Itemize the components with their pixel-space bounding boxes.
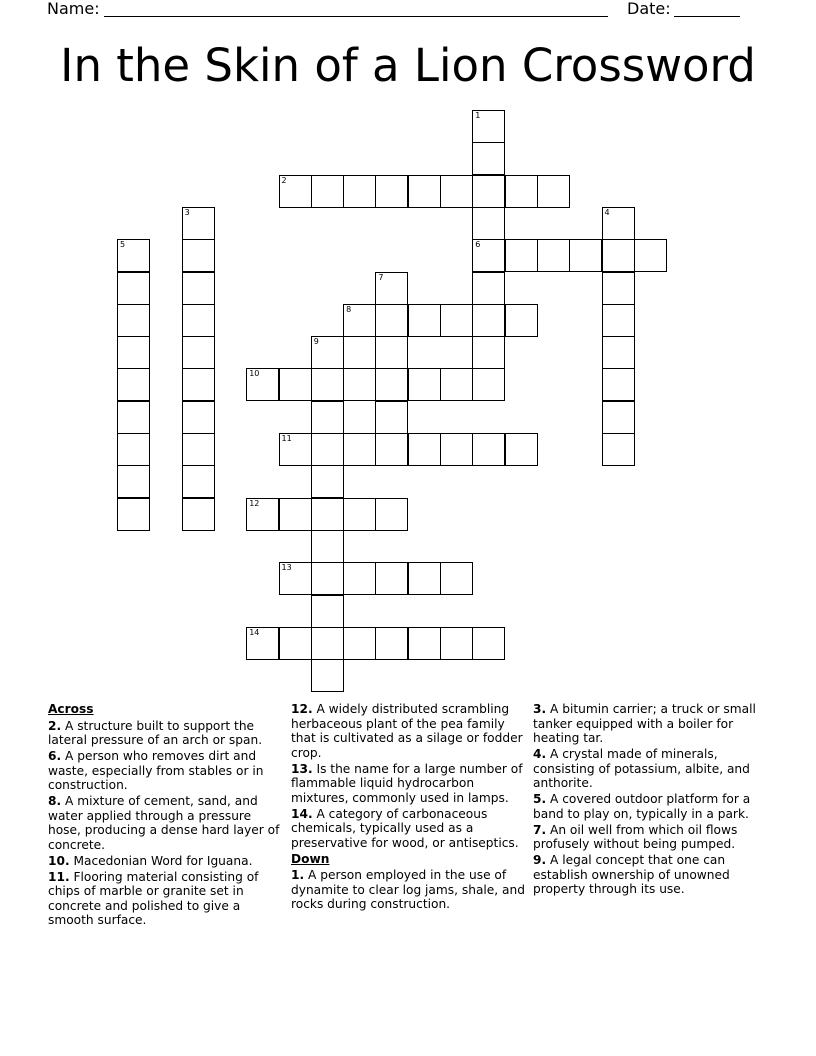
grid-cell[interactable] <box>375 336 408 369</box>
grid-cell[interactable] <box>440 304 473 337</box>
grid-cell[interactable] <box>505 304 538 337</box>
clue-across-11: 11. Flooring material consisting of chips of marble or granite set in concrete and polished to give a smooth surface. <box>48 869 259 927</box>
clue-number-label: 3 <box>184 207 190 217</box>
grid-cell[interactable] <box>311 562 344 595</box>
grid-cell[interactable] <box>311 659 344 692</box>
clues-column-2 <box>291 702 527 913</box>
grid-cell[interactable] <box>569 239 602 272</box>
clues-column-1 <box>48 702 283 929</box>
grid-cell[interactable] <box>602 304 635 337</box>
across-heading: Across <box>48 702 94 716</box>
grid-cell[interactable] <box>182 498 215 531</box>
grid-cell[interactable] <box>117 272 150 305</box>
grid-cell[interactable] <box>440 627 473 660</box>
clue-number-label: 13 <box>281 563 292 573</box>
clue-number-label: 8 <box>346 304 352 314</box>
grid-cell[interactable] <box>182 207 215 240</box>
grid-cell[interactable] <box>408 562 441 595</box>
grid-cell[interactable] <box>472 304 505 337</box>
name-label: Name: <box>47 0 100 18</box>
grid-cell[interactable] <box>375 498 408 531</box>
grid-cell[interactable] <box>182 368 215 401</box>
grid-cell[interactable] <box>279 368 312 401</box>
grid-cell[interactable] <box>375 401 408 434</box>
grid-cell[interactable] <box>375 175 408 208</box>
grid-cell[interactable] <box>472 110 505 143</box>
clue-number-label: 4 <box>604 207 610 217</box>
down-heading: Down <box>291 851 330 866</box>
grid-cell[interactable] <box>472 207 505 240</box>
grid-cell[interactable] <box>602 368 635 401</box>
grid-cell[interactable] <box>343 498 376 531</box>
grid-cell[interactable] <box>602 272 635 305</box>
clue-down-5: 5. A covered outdoor platform for a band to play on, typically in a park. <box>533 792 751 821</box>
clue-down-7: 7. An oil well from which oil flows profusely without being pumped. <box>533 822 738 851</box>
grid-cell[interactable] <box>246 368 279 401</box>
grid-cell[interactable] <box>117 433 150 466</box>
grid-cell[interactable] <box>602 239 635 272</box>
grid-cell[interactable] <box>117 336 150 369</box>
clues-column-3 <box>533 702 769 898</box>
clue-down-9: 9. A legal concept that one can establish ownership of unowned property through its use. <box>533 853 730 896</box>
grid-cell[interactable] <box>117 368 150 401</box>
grid-cell[interactable] <box>472 175 505 208</box>
grid-cell[interactable] <box>472 272 505 305</box>
grid-cell[interactable] <box>440 562 473 595</box>
clue-down-4: 4. A crystal made of minerals, consisting of potassium, albite, and anthorite. <box>533 747 750 790</box>
grid-cell[interactable] <box>602 336 635 369</box>
grid-cell[interactable] <box>311 401 344 434</box>
grid-cell[interactable] <box>634 239 667 272</box>
grid-cell[interactable] <box>182 239 215 272</box>
grid-cell[interactable] <box>375 304 408 337</box>
grid-cell[interactable] <box>311 175 344 208</box>
grid-cell[interactable] <box>343 175 376 208</box>
grid-cell[interactable] <box>408 627 441 660</box>
grid-cell[interactable] <box>311 368 344 401</box>
clue-number-label: 9 <box>313 337 319 347</box>
clue-number-label: 5 <box>120 240 126 250</box>
grid-cell[interactable] <box>311 465 344 498</box>
grid-cell[interactable] <box>311 336 344 369</box>
grid-cell[interactable] <box>279 627 312 660</box>
clue-number-label: 6 <box>475 240 481 250</box>
grid-cell[interactable] <box>117 304 150 337</box>
grid-cell[interactable] <box>440 433 473 466</box>
grid-cell[interactable] <box>279 175 312 208</box>
clue-across-12: 12. A widely distributed scrambling herbaceous plant of the pea family that is cultivated as a silage or fodder crop. <box>291 702 523 760</box>
clue-across-13: 13. Is the name for a large number of flammable liquid hydrocarbon mixtures, commonly used in lamps. <box>291 761 523 805</box>
clue-across-8: 8. A mixture of cement, sand, and water applied through a pressure hose, producing a dense hard layer of concrete. <box>48 794 280 852</box>
grid-cell[interactable] <box>311 530 344 563</box>
grid-cell[interactable] <box>440 368 473 401</box>
clue-number-label: 7 <box>378 272 384 282</box>
grid-cell[interactable] <box>246 498 279 531</box>
clue-across-2: 2. A structure built to support the lateral pressure of an arch or span. <box>48 718 263 747</box>
grid-cell[interactable] <box>182 336 215 369</box>
grid-cell[interactable] <box>182 465 215 498</box>
grid-cell[interactable] <box>343 562 376 595</box>
grid-cell[interactable] <box>246 627 279 660</box>
clue-number-label: 2 <box>281 175 287 185</box>
grid-cell[interactable] <box>117 401 150 434</box>
grid-cell[interactable] <box>408 304 441 337</box>
grid-cell[interactable] <box>472 142 505 175</box>
grid-cell[interactable] <box>182 401 215 434</box>
grid-cell[interactable] <box>343 304 376 337</box>
grid-cell[interactable] <box>408 368 441 401</box>
clue-number-label: 14 <box>249 627 260 637</box>
grid-cell[interactable] <box>117 239 150 272</box>
page-title: In the Skin of a Lion Crossword <box>60 39 756 92</box>
grid-cell[interactable] <box>472 433 505 466</box>
grid-cell[interactable] <box>472 336 505 369</box>
grid-cell[interactable] <box>343 627 376 660</box>
grid-cell[interactable] <box>408 433 441 466</box>
grid-cell[interactable] <box>182 272 215 305</box>
clue-number-label: 12 <box>249 498 260 508</box>
grid-cell[interactable] <box>343 368 376 401</box>
grid-cell[interactable] <box>375 368 408 401</box>
grid-cell[interactable] <box>182 433 215 466</box>
clue-number-label: 10 <box>249 369 260 379</box>
grid-cell[interactable] <box>505 433 538 466</box>
grid-cell[interactable] <box>375 627 408 660</box>
grid-cell[interactable] <box>279 498 312 531</box>
grid-cell[interactable] <box>311 595 344 628</box>
clue-number-label: 1 <box>475 111 481 120</box>
grid-cell[interactable] <box>311 627 344 660</box>
grid-cell[interactable] <box>279 433 312 466</box>
grid-cell[interactable] <box>408 175 441 208</box>
grid-cell[interactable] <box>343 433 376 466</box>
grid-cell[interactable] <box>537 175 570 208</box>
grid-cell[interactable] <box>117 498 150 531</box>
grid-cell[interactable] <box>375 272 408 305</box>
grid-cell[interactable] <box>440 175 473 208</box>
clue-down-3: 3. A bitumin carrier; a truck or small tanker equipped with a boiler for heating tar. <box>533 702 756 745</box>
grid-cell[interactable] <box>375 433 408 466</box>
grid-cell[interactable] <box>602 433 635 466</box>
grid-cell[interactable] <box>537 239 570 272</box>
grid-cell[interactable] <box>602 207 635 240</box>
date-label: Date: <box>627 0 671 18</box>
clue-across-6: 6. A person who removes dirt and waste, especially from stables or in construction. <box>48 749 264 792</box>
grid-cell[interactable] <box>472 627 505 660</box>
grid-cell[interactable] <box>182 304 215 337</box>
grid-cell[interactable] <box>311 498 344 531</box>
clue-down-1: 1. A person employed in the use of dynamite to clear log jams, shale, and rocks during construction. <box>291 868 525 911</box>
grid-cell[interactable] <box>505 175 538 208</box>
grid-cell[interactable] <box>602 401 635 434</box>
clue-across-14: 14. A category of carbonaceous chemicals, typically used as a preservative for wood, or antiseptics. <box>291 806 519 850</box>
grid-cell[interactable] <box>505 239 538 272</box>
grid-cell[interactable] <box>279 562 312 595</box>
grid-cell[interactable] <box>117 465 150 498</box>
grid-cell[interactable] <box>472 239 505 272</box>
grid-cell[interactable] <box>311 433 344 466</box>
clue-number-label: 11 <box>281 434 292 443</box>
grid-cell[interactable] <box>472 368 505 401</box>
clue-across-10: 10. Macedonian Word for Iguana. <box>48 853 253 868</box>
grid-cell[interactable] <box>375 562 408 595</box>
